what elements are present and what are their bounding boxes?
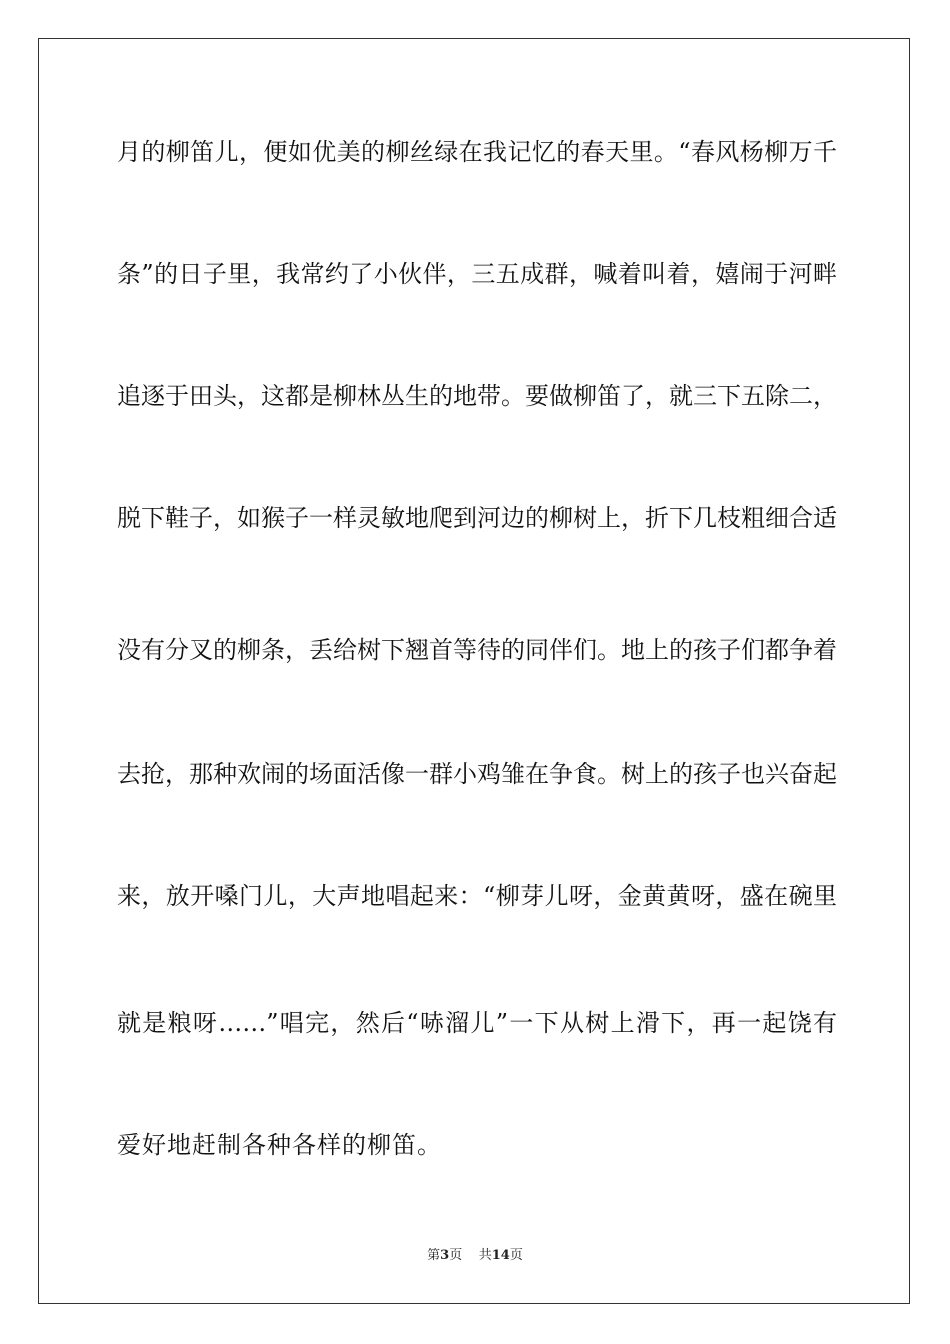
total-prefix: 共: [478, 1248, 492, 1263]
page-footer: [0, 1248, 950, 1264]
paragraph-line: 来，放开嗓门儿，大声地唱起来：“柳芽儿呀，金黄黄呀，盛在碗里: [117, 882, 837, 910]
total-pages: 14: [491, 1248, 510, 1263]
page-suffix: 页: [449, 1248, 463, 1263]
paragraph-line: 去抢，那种欢闹的场面活像一群小鸡雏在争食。树上的孩子也兴奋起: [117, 760, 837, 788]
page-border: [38, 38, 910, 1304]
paragraph-line: 就是粮呀……”唱完，然后“哧溜儿”一下从树上滑下，再一起饶有: [117, 1009, 837, 1037]
paragraph-line: 月的柳笛儿，便如优美的柳丝绿在我记忆的春天里。“春风杨柳万千: [117, 138, 837, 166]
page-prefix: 第: [427, 1248, 441, 1263]
total-suffix: 页: [509, 1248, 523, 1263]
paragraph-line: 条”的日子里，我常约了小伙伴，三五成群，喊着叫着，嬉闹于河畔: [117, 260, 837, 288]
paragraph-line: 爱好地赶制各种各样的柳笛。: [117, 1131, 442, 1159]
paragraph-line: 追逐于田头，这都是柳林丛生的地带。要做柳笛了，就三下五除二，: [117, 382, 837, 410]
paragraph-line: 没有分叉的柳条，丢给树下翘首等待的同伴们。地上的孩子们都争着: [117, 636, 837, 664]
page-number: 3: [440, 1248, 450, 1263]
paragraph-line: 脱下鞋子，如猴子一样灵敏地爬到河边的柳树上，折下几枝粗细合适: [117, 504, 837, 532]
